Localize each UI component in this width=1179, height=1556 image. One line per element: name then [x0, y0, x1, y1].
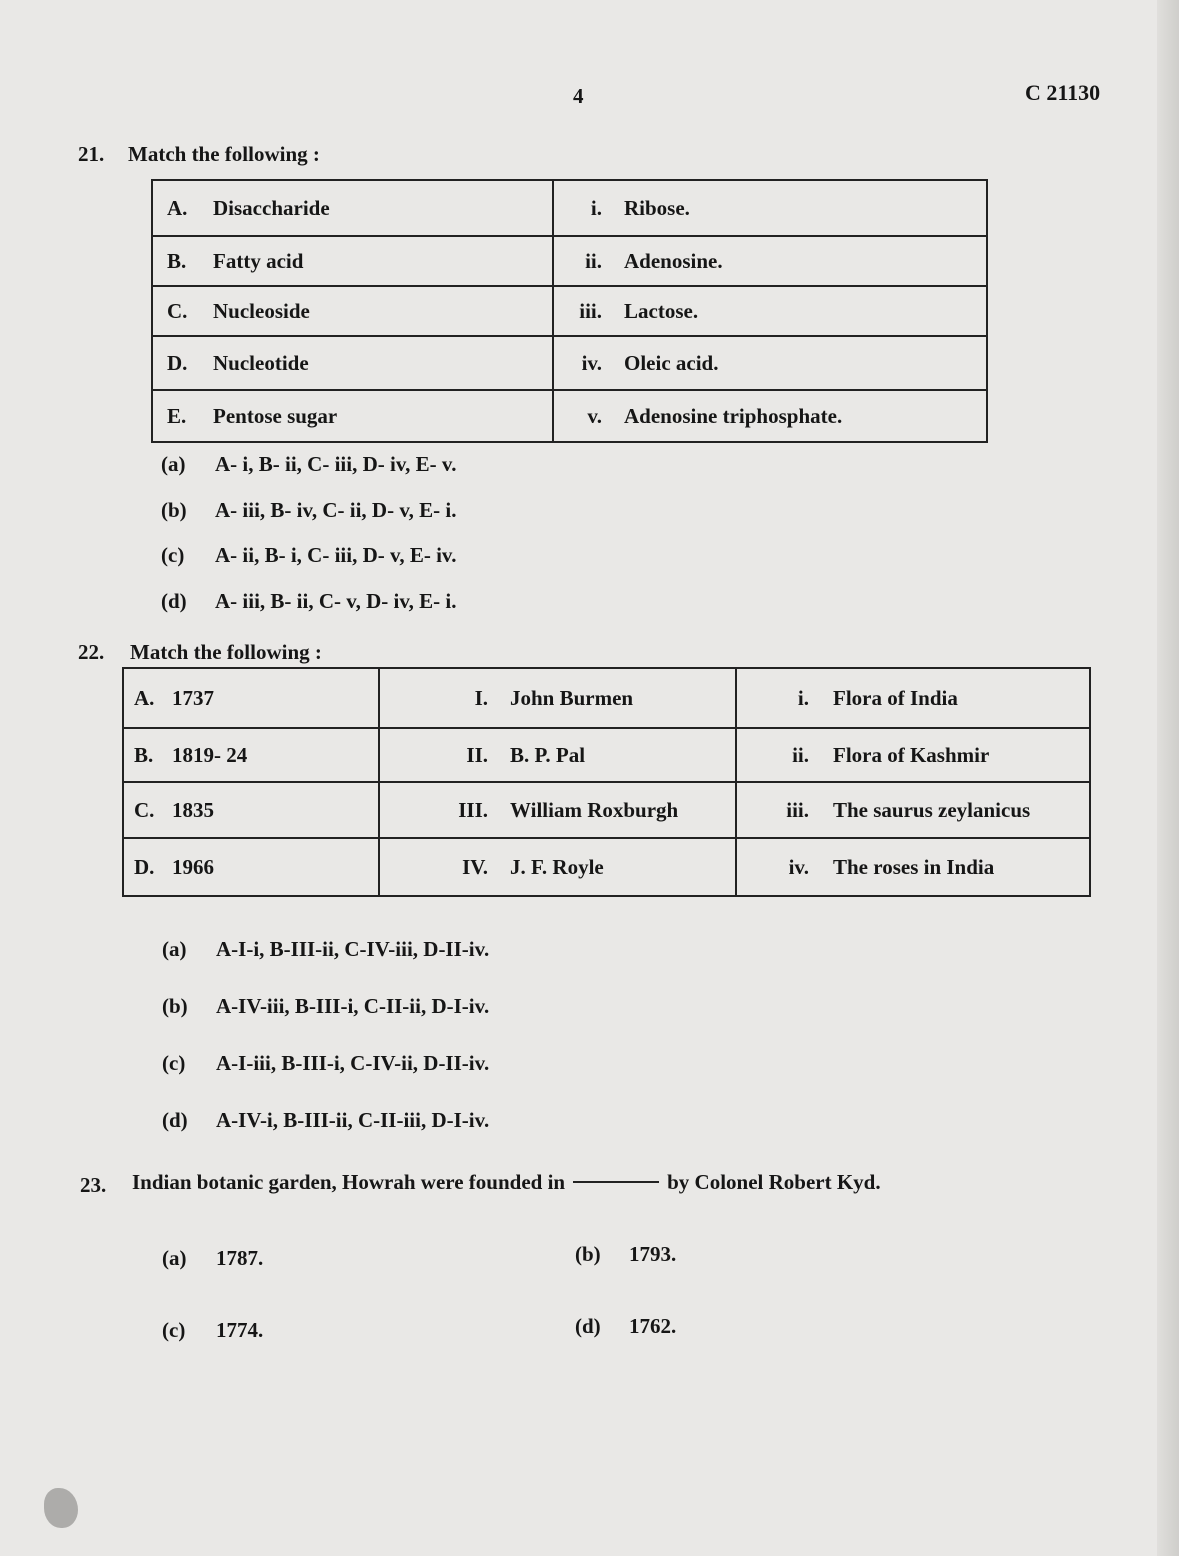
option-a[interactable]: (a) A-I-i, B-III-ii, C-IV-iii, D-II-iv.	[162, 937, 490, 961]
answer-blank	[573, 1181, 659, 1183]
question-number: 23.	[80, 1173, 107, 1197]
option-b[interactable]: (b) A- iii, B- iv, C- ii, D- v, E- i.	[161, 498, 457, 522]
option-d[interactable]: (d) A-IV-i, B-III-ii, C-II-iii, D-I-iv.	[162, 1108, 490, 1132]
table-row: D. 1966 IV. J. F. Royle iv. The roses in India	[123, 838, 1090, 896]
table-row: C. Nucleoside iii. Lactose.	[152, 286, 987, 336]
table-row: B. 1819- 24 II. B. P. Pal ii. Flora of Kashmir	[123, 728, 1090, 782]
question-text: Match the following :	[128, 142, 320, 166]
question-number: 21.	[78, 142, 105, 166]
table-row: E. Pentose sugar v. Adenosine triphosphate.	[152, 390, 987, 442]
option-a[interactable]: (a) A- i, B- ii, C- iii, D- iv, E- v.	[161, 452, 457, 476]
table-row: B. Fatty acid ii. Adenosine.	[152, 236, 987, 286]
match-table-21	[151, 179, 988, 443]
paper-code: C 21130	[1025, 80, 1101, 105]
match-table-22	[122, 667, 1091, 897]
table-row: A. Disaccharide i. Ribose.	[152, 180, 987, 236]
option-d[interactable]: (d) 1762.	[575, 1314, 677, 1338]
paper-edge	[1157, 0, 1179, 1556]
question-text: Match the following :	[130, 640, 322, 664]
question-text: Indian botanic garden, Howrah were founded in by Colonel Robert Kyd.	[132, 1170, 881, 1194]
question-number: 22.	[78, 640, 105, 664]
ink-smudge	[44, 1488, 78, 1528]
option-c[interactable]: (c) A- ii, B- i, C- iii, D- v, E- iv.	[161, 543, 457, 567]
table-row: A. 1737 I. John Burmen i. Flora of India	[123, 668, 1090, 728]
option-c[interactable]: (c) A-I-iii, B-III-i, C-IV-ii, D-II-iv.	[162, 1051, 490, 1075]
option-b[interactable]: (b) A-IV-iii, B-III-i, C-II-ii, D-I-iv.	[162, 994, 490, 1018]
option-a[interactable]: (a) 1787.	[162, 1246, 264, 1270]
option-d[interactable]: (d) A- iii, B- ii, C- v, D- iv, E- i.	[161, 589, 457, 613]
table-row: D. Nucleotide iv. Oleic acid.	[152, 336, 987, 390]
table-row: C. 1835 III. William Roxburgh iii. The saurus zeylanicus	[123, 782, 1090, 838]
option-c[interactable]: (c) 1774.	[162, 1318, 264, 1342]
option-b[interactable]: (b) 1793.	[575, 1242, 677, 1266]
page-number: 4	[573, 84, 584, 108]
